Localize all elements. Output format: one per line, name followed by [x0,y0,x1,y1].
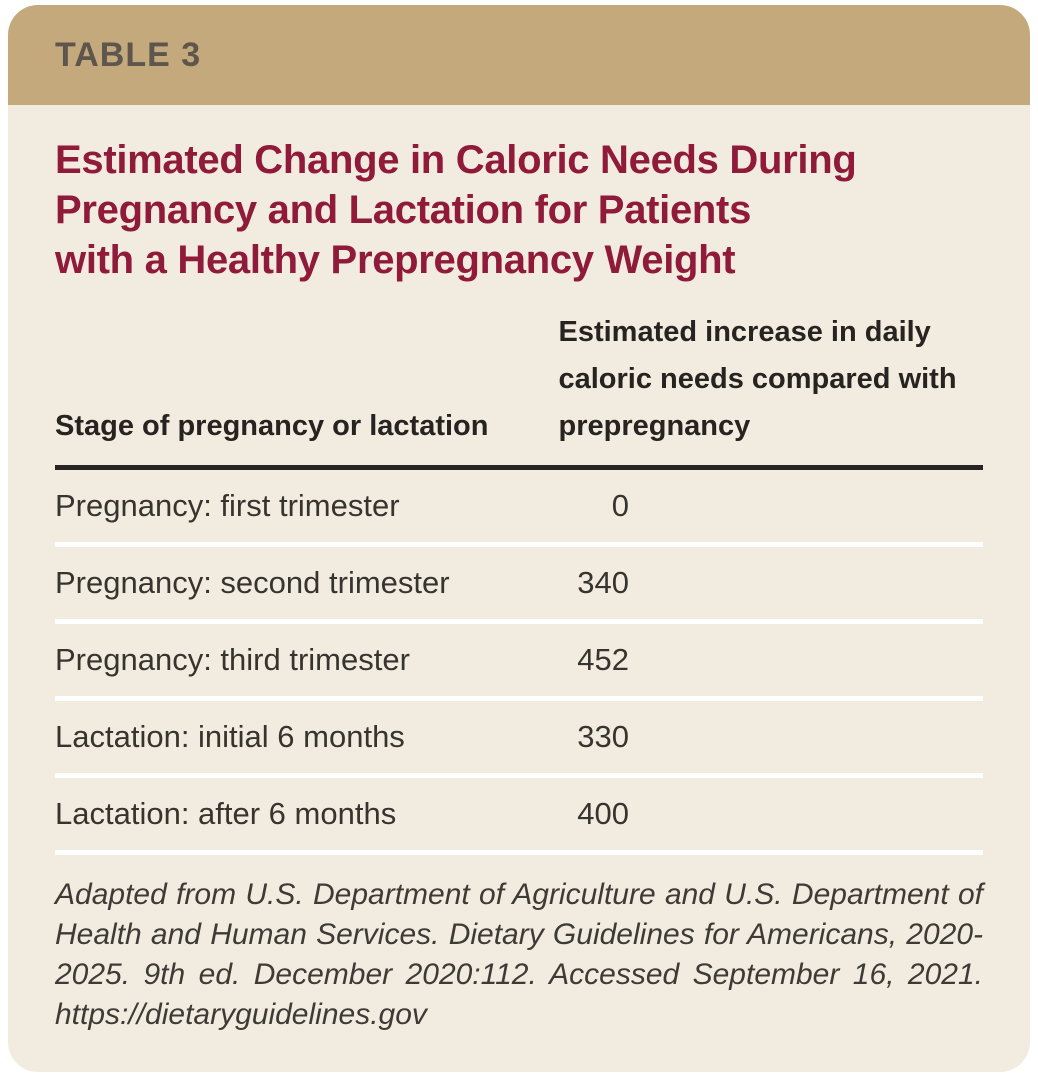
source-footnote [55,875,983,1035]
stage-cell: Pregnancy: second trimester [55,565,450,600]
value-cell: 340 [577,565,629,600]
value-cell: 452 [577,642,629,677]
stage-cell: Pregnancy: first trimester [55,488,400,523]
table-header-row [55,309,983,470]
value-cell: 330 [577,719,629,754]
table-title [55,135,983,285]
table-row [55,701,983,778]
value-cell: 400 [577,796,629,831]
table-number-band [8,5,1030,105]
table-title-line-3: with a Healthy Prepregnancy Weight [55,238,736,282]
table-title-line-1: Estimated Change in Caloric Needs During [55,138,857,182]
table-row [55,778,983,855]
column-header-caloric-increase: Estimated increase in daily caloric needs compared with prepregnancy [558,316,957,442]
table-card [8,5,1030,1072]
source-footnote-text: Adapted from U.S. Department of Agriculture and U.S. Department of Health and Human Services. Dietary Guidelines for Americans, 2020-2025. 9th ed. December 2020:112. Accessed September 16, 2021. [55,878,983,991]
table-row [55,547,983,624]
value-cell: 0 [611,488,629,523]
stage-cell: Pregnancy: third trimester [55,642,410,677]
table-card-content [8,135,1030,1035]
table-title-line-2: Pregnancy and Lactation for Patients [55,188,752,232]
table-row [55,470,983,547]
source-footnote-url: https://dietaryguidelines.gov [55,998,427,1031]
table-number-label: TABLE 3 [55,35,202,74]
column-header-stage: Stage of pregnancy or lactation [55,410,489,442]
stage-cell: Lactation: initial 6 months [55,719,405,754]
table-row [55,624,983,701]
stage-cell: Lactation: after 6 months [55,796,397,831]
